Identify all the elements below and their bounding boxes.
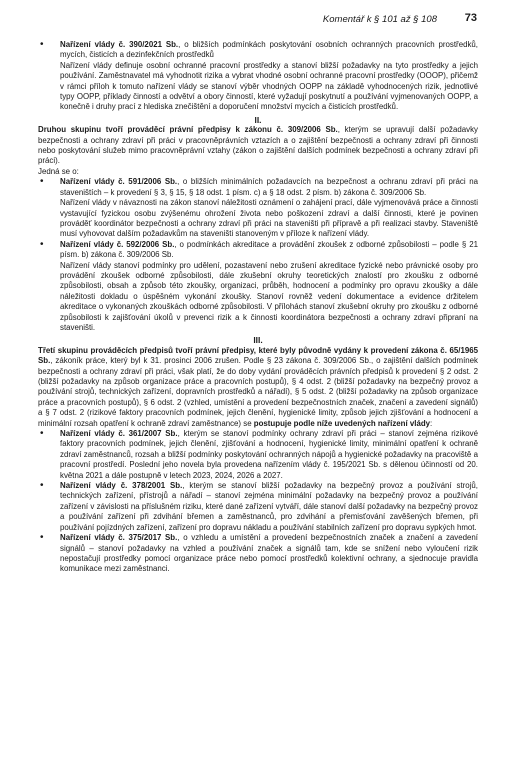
regulation-title: Nařízení vlády č. 375/2017 Sb.: [60, 533, 178, 543]
intro-line: Jedná se o:: [38, 166, 79, 176]
regulation-bullet: [38, 40, 478, 61]
regulation-title: Nařízení vlády č. 361/2007 Sb.: [60, 429, 178, 439]
bullet-icon: •: [40, 176, 44, 188]
regulation-text: , o bližších minimálních požadavcích na bezpečnost a ochranu zdraví při práci na staveništích – k provedení § 3, § 15, § 18 odst. 1 písm. c) a § 18 odst. 2 písm. b) zákona č. 309/2006 Sb.: [60, 177, 478, 197]
regulation-title: Nařízení vlády č. 390/2021 Sb.: [60, 40, 179, 49]
regulation-bullet: [38, 177, 478, 198]
section-paragraph: [38, 125, 478, 167]
paragraph-lead: Třetí skupinu prováděcích předpisů tvoří právní předpisy, které byly původně vydány k provedení zákona č. 65/1965 Sb.: [38, 345, 478, 366]
paragraph-colon: :: [430, 418, 433, 428]
paragraph-text: , kterým se upravují další požadavky bezpečnosti a ochrany zdraví při práci v pracovněprávních vztazích a o zajištění bezpečnosti a ochrany zdraví při činnosti nebo poskytování služeb mimo pracovněprávní vztahy (zákon o zajištění dalších podmínek bezpečnosti a ochrany zdraví při práci).: [38, 125, 478, 166]
regulation-text: , kterým se stanoví podmínky ochrany zdraví při práci – stanoví zejména rizikové faktory pracovních podmínek, jejich členění, zjišťování a hodnocení, hygienické limity, minimální opatření k ochraně zdraví zaměstnanců, rozsah a bližší podmínky poskytování ochranných nápojů a hygienické požadavky na pracoviště a pracovní prostředí. Poslední jeho novela byla provedena nařízením vlády č. 195/2021 Sb. s dělenou účinností od 20. května 2021 a dále postupně v letech 2023, 2024, 2026 a 2027.: [60, 429, 478, 480]
regulation-bullet: [38, 481, 478, 533]
regulation-description: Nařízení vlády stanoví podmínky pro udělení, pozastavení nebo zrušení akreditace fyzické nebo právnické osoby pro provádění zkoušek odborné způsobilosti, dále zkušební okruhy teoretických znalostí pro zkoušku z odborné způsobilosti, obsah a způsob této zkoušky, organizaci, průběh, hodnocení a podmínky pro opravu zkoušky a dále náležitosti dokladu o úspěšném vykonání zkoušky. Stanoví rovněž vedení dokumentace a evidence držitelem akreditace o vykonaných zkouškách odborné způsobilosti. V přílohách stanoví zkušební okruhy pro zkoušku z odborné způsobilosti k zajišťování úkolů v prevenci rizik a k činnosti koordinátora bezpečnosti a ochrany zdraví připraní na staveništi.: [60, 260, 478, 332]
bullet-icon: •: [40, 238, 44, 250]
bullet-icon: •: [40, 480, 44, 492]
bullet-icon: •: [40, 428, 44, 440]
regulation-title: Nařízení vlády č. 591/2006 Sb.: [60, 177, 178, 187]
regulation-text: , o podmínkách akreditace a provádění zkoušek z odborné způsobilosti – podle § 21 písm. b) zákona č. 309/2006 Sb.: [60, 239, 478, 260]
running-title: Komentář k § 101 až § 108: [322, 14, 437, 25]
regulation-title: Nařízení vlády č. 378/2001 Sb.: [60, 481, 183, 491]
page-number: 73: [464, 12, 477, 24]
bullet-icon: •: [40, 39, 44, 50]
section-paragraph: [38, 346, 478, 429]
regulation-description: Nařízení vlády v návaznosti na zákon stanoví náležitosti oznámení o zahájení prací, dále vyjmenovává práce a činnosti vystavující fyzickou osobu zvýšenému ohrožení života nebo poškození zdraví a další činnosti, které je povinen prováděť koordinátor bezpečnosti a ochrany zdraví při práci na staveništi při přípravě a při realizaci stavby. Staveniště musí vyhovovat dalším požadavkům na staveništi stanoveným v příloze k nařízení vlády.: [60, 198, 478, 239]
section-heading: III.: [253, 335, 263, 346]
section-heading: II.: [254, 114, 262, 125]
paragraph-text: , zákoník práce, který byl k 31. prosinci 2006 zrušen. Podle § 23 zákona č. 309/2006 Sb., o zajištění dalších podmínek bezpečnosti a ochrany zdraví při práci, však platí, že do doby vydání prováděcích právních předpisů k provedení § 2 odst. 2 (bližší požadavky na způsob organizace práce a pracovních postupů), § 4 odst. 2 (bližší požadavky na bezpečný provoz a používání strojů, technických zařízení, dopravních prostředků a nářadí), § 5 odst. 2 (bližší požadavky na způsob organizace práce a pracovních postupů), § 6 odst. 2 (vzhled, umístění a provedení bezpečnostních značek, značení a zavedení signálů) a § 7 odst. 2 (rizikové faktory pracovních podmínek, jejich členění, hygienické limity, způsob jejich zjišťování a hodnocení a minimální rozsah opatření k ochraně zdraví zaměstnance) se: [38, 356, 478, 428]
regulation-title: Nařízení vlády č. 592/2006 Sb.: [60, 239, 175, 249]
running-header: [38, 12, 477, 28]
body-text: [38, 40, 478, 575]
paragraph-lead: Druhou skupinu tvoří prováděcí právní předpisy k zákonu č. 309/2006 Sb.: [38, 125, 338, 135]
regulation-bullet: [38, 429, 478, 481]
regulation-bullet: [38, 240, 478, 261]
regulation-description: Nařízení vlády definuje osobní ochranné pracovní prostředky a stanoví bližší požadavky na tyto prostředky a jejich používání. Zaměstnavatel má vyhodnotit rizika a vybrat vhodné osobní ochranné pracovní prostředky (OOOP), přičemž v rámci příloh k tomuto nařízení vlády se stanoví výběr vhodných OOPP na základě vyhodnocených rizik, jednotlivé typy OOPP, příklady činností a odvětví a obory činností, které vyžadují poskytnutí a používání vyjmenovaných OOPP, a konečně i druhy prací z hlediska znečištění a doporučení množství mycích a čisticích prostředků.: [60, 60, 478, 112]
paragraph-emphasis: postupuje podle níže uvedených nařízení vlády: [253, 418, 431, 428]
bullet-icon: •: [40, 532, 44, 544]
regulation-text: , o vzhledu a umístění a provedení bezpečnostních značek a značení a zavedení signálů – stanoví požadavky na vzhled a používání značek a signálů tam, kde se snížení nebo vyloučení rizik nepostačují prostředky pomocí organizace práce nebo pomocí prostředků kolektivní ochrany, a sjednocuje pravidla komunikace mezi zaměstnanci.: [60, 533, 478, 574]
regulation-text: , o bližších podmínkách poskytování osobních ochranných pracovních prostředků, mycích, čisticích a dezinfekčních prostředků: [60, 40, 478, 60]
regulation-text: , kterým se stanoví bližší požadavky na bezpečný provoz a používání strojů, technických zařízení, přístrojů a nářadí – stanoví zejména minimální požadavky na bezpečný provoz a používání zařízení v závislosti na příslušném riziku, které dané zařízení vytváří, dále stanoví další požadavky na bezpečný provoz a používání zařízení při zdvihání břemen a zaměstnanců, pro zdvihání a přemisťování zavěšených břemen, při používání pojízdných zařízení, zařízení pro dopravu nákladu a používání stabilních zařízení pro dopravu sypkých hmot.: [60, 481, 478, 532]
regulation-bullet: [38, 533, 478, 575]
